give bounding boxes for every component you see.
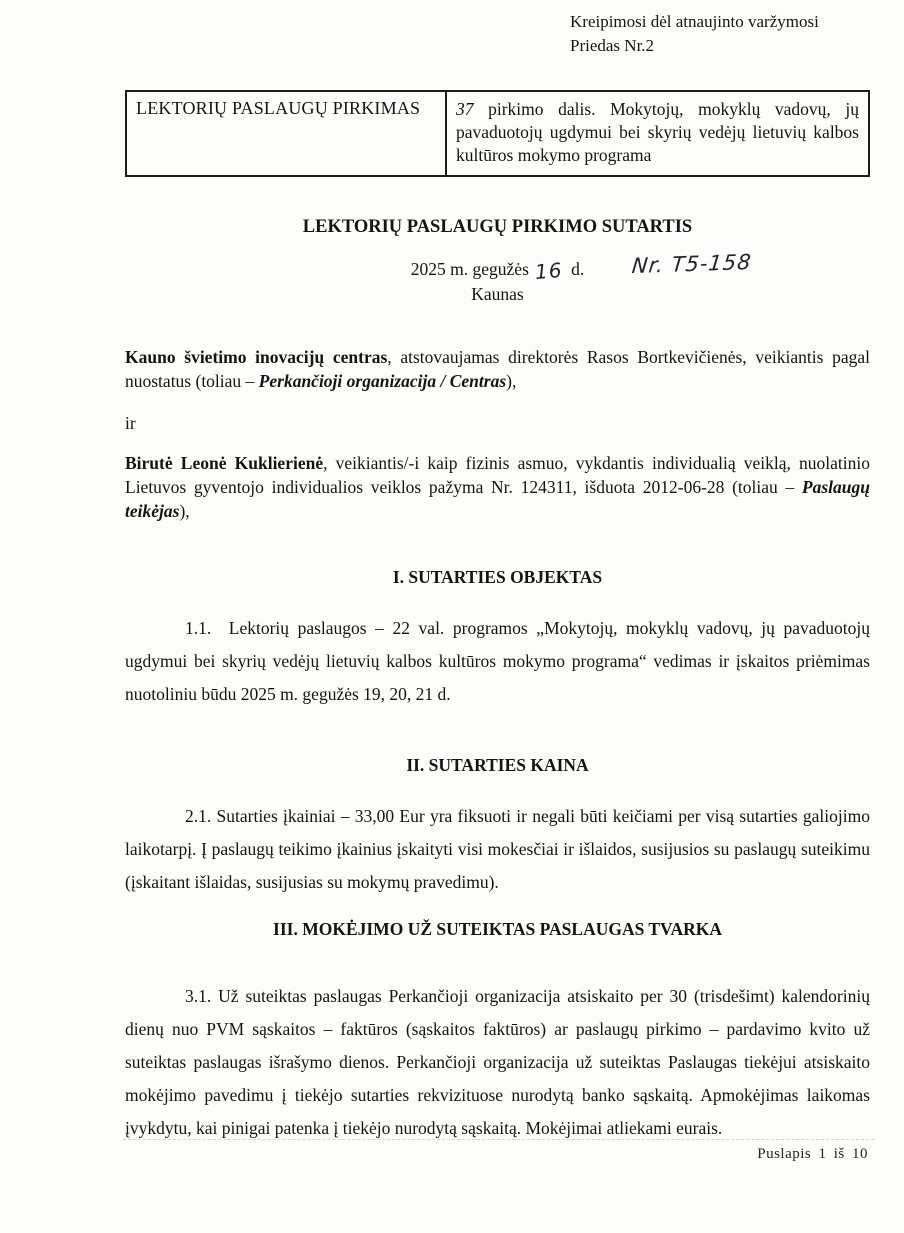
buyer-text: , atstovaujamas direktorės Rasos Bortkevičienės, veikiantis pagal nuostatus (toliau – [125, 347, 870, 391]
date-line [125, 249, 870, 285]
procurement-table-row [126, 91, 869, 176]
procurement-description: pirkimo dalis. Mokytojų, mokyklų vadovų, jų pavaduotojų ugdymui bei skyrių vedėjų lietuvių kalbos kultūros mokymo programa [456, 99, 860, 165]
procurement-part-number: 37 [456, 99, 474, 119]
clause-1-1: 1.1. Lektorių paslaugos – 22 val. programos „Mokytojų, mokyklų vadovų, jų pavaduotojų ugdymui bei skyrių vedėjų lietuvių kalbos kultūros mokymo programa“ vedimas ir įskaitos priėmimas nuotoliniu būdu 2025 m. gegužės 19, 20, 21 d. [125, 618, 870, 704]
page-number: Puslapis 1 iš 10 [757, 1146, 868, 1162]
clause-2-1: 2.1. Sutarties įkainiai – 33,00 Eur yra fiksuoti ir negali būti keičiami per visą sutarties galiojimo laikotarpį. Į paslaugų teikimo įkainius įskaityti visi mokesčiai ir išlaidos, susijusios su paslaugų suteikimu (įskaitant išlaidas, susijusias su mokymų pravedimu). [125, 806, 870, 892]
party-provider-paragraph [125, 451, 870, 523]
city-line: Kaunas [471, 284, 524, 304]
handwritten-contract-number: Nr. T5-158 [631, 249, 754, 279]
contract-title: LEKTORIŲ PASLAUGŲ PIRKIMO SUTARTIS [302, 217, 693, 237]
document-header [570, 10, 870, 58]
section-3-heading: III. MOKĖJIMO UŽ SUTEIKTAS PASLAUGAS TVARKA [273, 919, 722, 939]
footer-divider [123, 1139, 874, 1140]
procurement-title-cell: LEKTORIŲ PASLAUGŲ PIRKIMAS [126, 91, 446, 176]
buyer-close: ), [506, 371, 517, 391]
handwritten-day: 16 [534, 257, 564, 285]
section-1-heading: I. SUTARTIES OBJEKTAS [392, 567, 603, 587]
section-2-heading: II. SUTARTIES KAINA [406, 755, 589, 775]
header-line-2: Priedas Nr.2 [570, 36, 655, 55]
party-buyer-paragraph [125, 345, 870, 393]
clause-3-1: 3.1. Už suteiktas paslaugas Perkančioji organizacija atsiskaito per 30 (trisdešimt) kalendorinių dienų nuo PVM sąskaitos – faktūros (sąskaitos faktūros) ar paslaugų pirkimo – pardavimo kvito už suteiktas paslaugas išrašymo dienos. Perkančioji organizacija už suteiktas Paslaugas tiekėjui atsiskaito mokėjimo pavedimu į tiekėjo sutarties rekvizituose nurodytą banko sąskaitą. Apmokėjimas laikomas įvykdytu, kai pinigai patenka į tiekėjo nurodytą sąskaitą. Mokėjimai atliekami eurais. [125, 986, 870, 1138]
provider-alias: Paslaugų teikėjas [125, 477, 870, 521]
buyer-name: Kauno švietimo inovacijų centras [125, 347, 388, 367]
procurement-table [125, 90, 870, 177]
provider-text: , veikiantis/-i kaip fizinis asmuo, vykdantis individualią veiklą, nuolatinio Lietuvos gyventojo individualios veiklos pažyma Nr. 124311, išduota 2012-06-28 (toliau – [125, 453, 870, 497]
provider-name: Birutė Leonė Kuklierienė [125, 453, 324, 473]
date-suffix: d. [571, 259, 585, 279]
date-prefix: 2025 m. gegužės [410, 259, 529, 279]
procurement-description-cell [446, 91, 869, 176]
buyer-alias: Perkančioji organizacija / Centras [258, 371, 507, 391]
provider-close: ), [179, 501, 190, 521]
conjunction: ir [125, 413, 136, 433]
header-line-1: Kreipimosi dėl atnaujinto varžymosi [570, 12, 819, 31]
